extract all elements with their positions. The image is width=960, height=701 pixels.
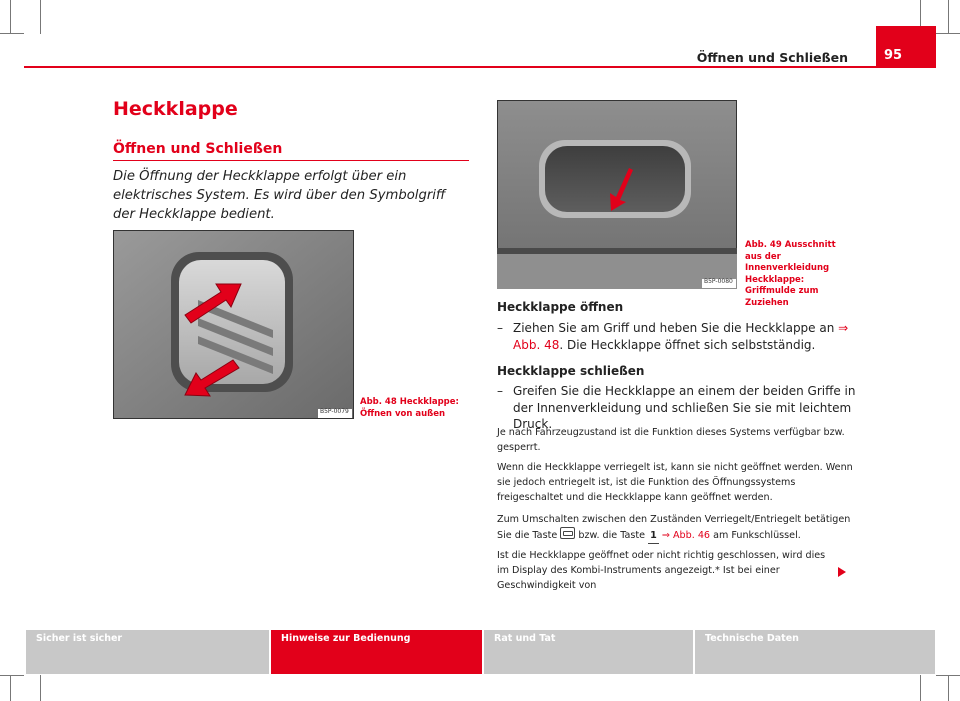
footer-tab-label: Rat und Tat [494, 633, 556, 644]
figure-48-caption: Abb. 48 Heckklappe: Öffnen von außen [360, 397, 459, 419]
open-heading: Heckklappe öffnen [497, 300, 624, 314]
crop-mark [0, 675, 24, 676]
open-step-dash: – [497, 321, 503, 335]
crop-mark [948, 675, 949, 701]
open-step [497, 320, 857, 353]
crop-mark [948, 0, 949, 34]
continue-arrow-icon [838, 567, 846, 577]
crop-mark [40, 0, 41, 34]
footer-tab-label: Technische Daten [705, 633, 799, 644]
close-step-text: Greifen Sie die Heckklappe an einem der beiden Griffe in der Innenverkleidung und schließen Sie sie mit leichtem Druck. [513, 384, 856, 431]
page-heading: Heckklappe [113, 98, 238, 120]
paragraph-locked: Wenn die Heckklappe verriegelt ist, kann sie nicht geöffnet werden. Wenn sie jedoch entriegelt ist, ist die Funktion des Öffnungssystems freigeschaltet und die Heckklappe kann geöffnet werden. [497, 462, 853, 503]
crop-mark [40, 675, 41, 701]
figure-48-code: B5P-0079 [320, 408, 349, 415]
open-step-text: Ziehen Sie am Griff und heben Sie die Heckklappe an [513, 321, 835, 335]
crop-mark [0, 33, 24, 34]
footer-tab-safety[interactable] [26, 630, 269, 674]
footer-tab-help[interactable] [484, 630, 693, 674]
header-rule [24, 66, 876, 68]
figure-49-caption: Abb. 49 Ausschnitt aus der Innenverkleidung Heckklappe: Griffmulde zum Zuziehen [745, 240, 836, 308]
paragraph-switch-text: Zum Umschalten zwischen den Zuständen Verriegelt/Entriegelt betätigen Sie die Taste [497, 514, 851, 541]
paragraph-display: Ist die Heckklappe geöffnet oder nicht richtig geschlossen, wird dies im Display des Kombi-Instruments angezeigt.* Ist bei einer Geschwindigkeit von [497, 550, 826, 591]
open-step-ref-link[interactable]: ⇒ Abb. 48 [513, 321, 849, 352]
crop-mark [936, 33, 960, 34]
crop-mark [936, 675, 960, 676]
figure-49-image [497, 100, 737, 289]
page-number: 95 [876, 26, 936, 68]
car-key-icon [560, 527, 575, 539]
paragraph-availability: Je nach Fahrzeugzustand ist die Funktion dieses Systems verfügbar bzw. gesperrt. [497, 427, 845, 453]
footer-tab-technical[interactable] [695, 630, 935, 674]
figure-49-code: B5P-0080 [704, 278, 733, 285]
figure-48-image [113, 230, 354, 419]
crop-mark [10, 675, 11, 701]
figure-46-ref-link[interactable]: ⇒ Abb. 46 [661, 530, 711, 541]
close-heading: Heckklappe schließen [497, 364, 645, 378]
paragraph-switch-text-2: bzw. die Taste [578, 530, 646, 541]
paragraph-switch [497, 512, 862, 544]
crop-mark [10, 0, 11, 34]
footer-tab-label: Hinweise zur Bedienung [281, 633, 411, 644]
running-header-title: Öffnen und Schließen [696, 50, 848, 65]
close-step-dash: – [497, 384, 503, 398]
key-number-badge: 1 [648, 528, 659, 544]
footer-tab-label: Sicher ist sicher [36, 633, 123, 644]
paragraph-switch-text-3: am Funkschlüssel. [713, 530, 801, 541]
open-step-text-after: . Die Heckklappe öffnet sich selbstständig. [559, 337, 816, 352]
footer-tab-operation[interactable] [271, 630, 482, 674]
crop-mark [920, 675, 921, 701]
section-heading: Öffnen und Schließen [113, 141, 283, 157]
intro-text: Die Öffnung der Heckklappe erfolgt über ein elektrisches System. Es wird über den Symbolgriff der Heckklappe bedient. [113, 169, 446, 222]
section-rule [113, 160, 469, 161]
